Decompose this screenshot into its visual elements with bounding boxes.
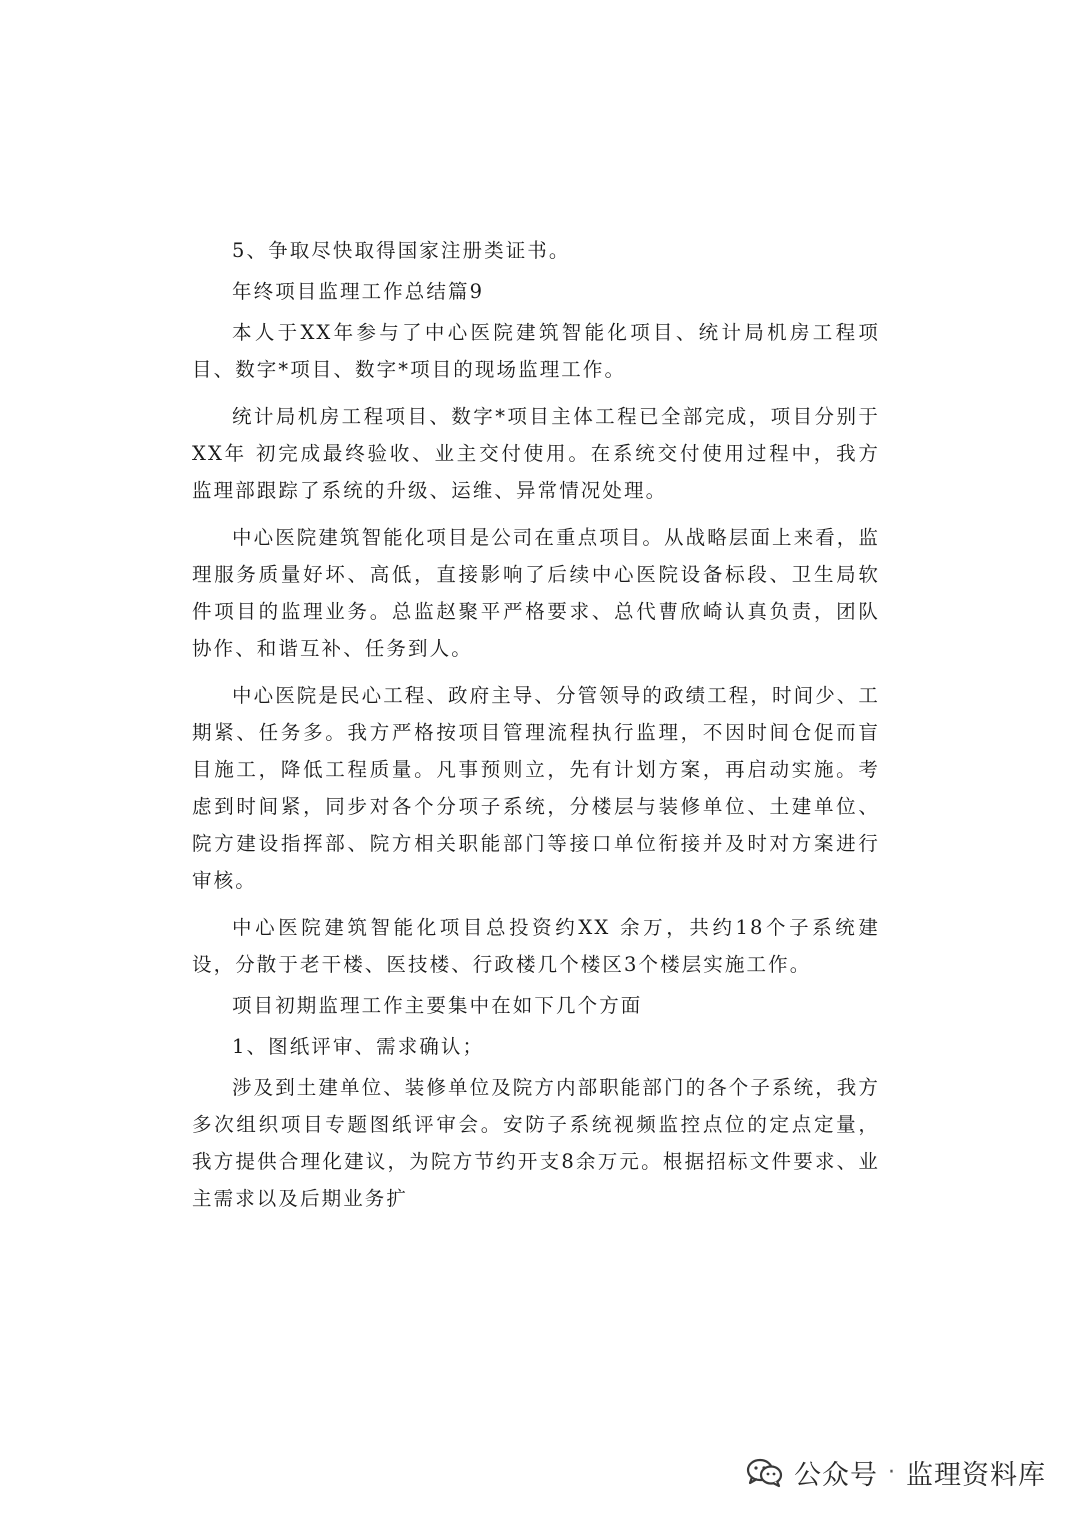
wechat-watermark	[746, 1453, 1046, 1492]
paragraph-completion: 统计局机房工程项目、数字*项目主体工程已全部完成，项目分别于XX年 初完成最终验收、业主交付使用。在系统交付使用过程中，我方监理部跟踪了系统的升级、运维、异常情况处理。	[192, 405, 880, 502]
paragraph-hospital: 中心医院是民心工程、政府主导、分管领导的政绩工程，时间少、工期紧、任务多。我方严格按项目管理流程执行监理，不因时间仓促而盲目施工，降低工程质量。凡事预则立，先有计划方案，再启动实施。考虑到时间紧，同步对各个分项子系统，分楼层与装修单位、土建单位、院方建设指挥部、院方相关职能部门等接口单位衔接并及时对方案进行审核。	[192, 684, 881, 892]
paragraph-investment: 中心医院建筑智能化项目总投资约XX 余万，共约18个子系统建设，分散于老干楼、医技楼、行政楼几个楼区3个楼层实施工作。	[192, 916, 880, 976]
paragraph-initial-work: 项目初期监理工作主要集中在如下几个方面	[232, 994, 643, 1017]
wechat-icon	[746, 1457, 784, 1489]
paragraph-item-5: 5、争取尽快取得国家注册类证书。	[232, 239, 571, 262]
watermark-label: 公众号	[794, 1460, 878, 1491]
paragraph-intro: 本人于XX年参与了中心医院建筑智能化项目、统计局机房工程项目、数字*项目、数字*项目的现场监理工作。	[192, 321, 880, 381]
watermark-account: 监理资料库	[906, 1460, 1046, 1491]
watermark-separator: ·	[888, 1460, 896, 1485]
paragraph-list-item-1: 1、图纸评审、需求确认；	[232, 1035, 485, 1058]
paragraph-drawing-review: 涉及到土建单位、装修单位及院方内部职能部门的各个子系统，我方多次组织项目专题图纸评审会。安防子系统视频监控点位的定点定量，我方提供合理化建议，为院方节约开支8余万元。根据招标文件要求、业主需求以及后期业务扩	[192, 1076, 881, 1210]
section-heading: 年终项目监理工作总结篇9	[232, 280, 485, 303]
document-body	[192, 232, 880, 1217]
paragraph-key-project: 中心医院建筑智能化项目是公司在重点项目。从战略层面上来看，监理服务质量好坏、高低，直接影响了后续中心医院设备标段、卫生局软件项目的监理业务。总监赵聚平严格要求、总代曹欣崎认真负责，团队协作、和谐互补、任务到人。	[192, 526, 881, 660]
